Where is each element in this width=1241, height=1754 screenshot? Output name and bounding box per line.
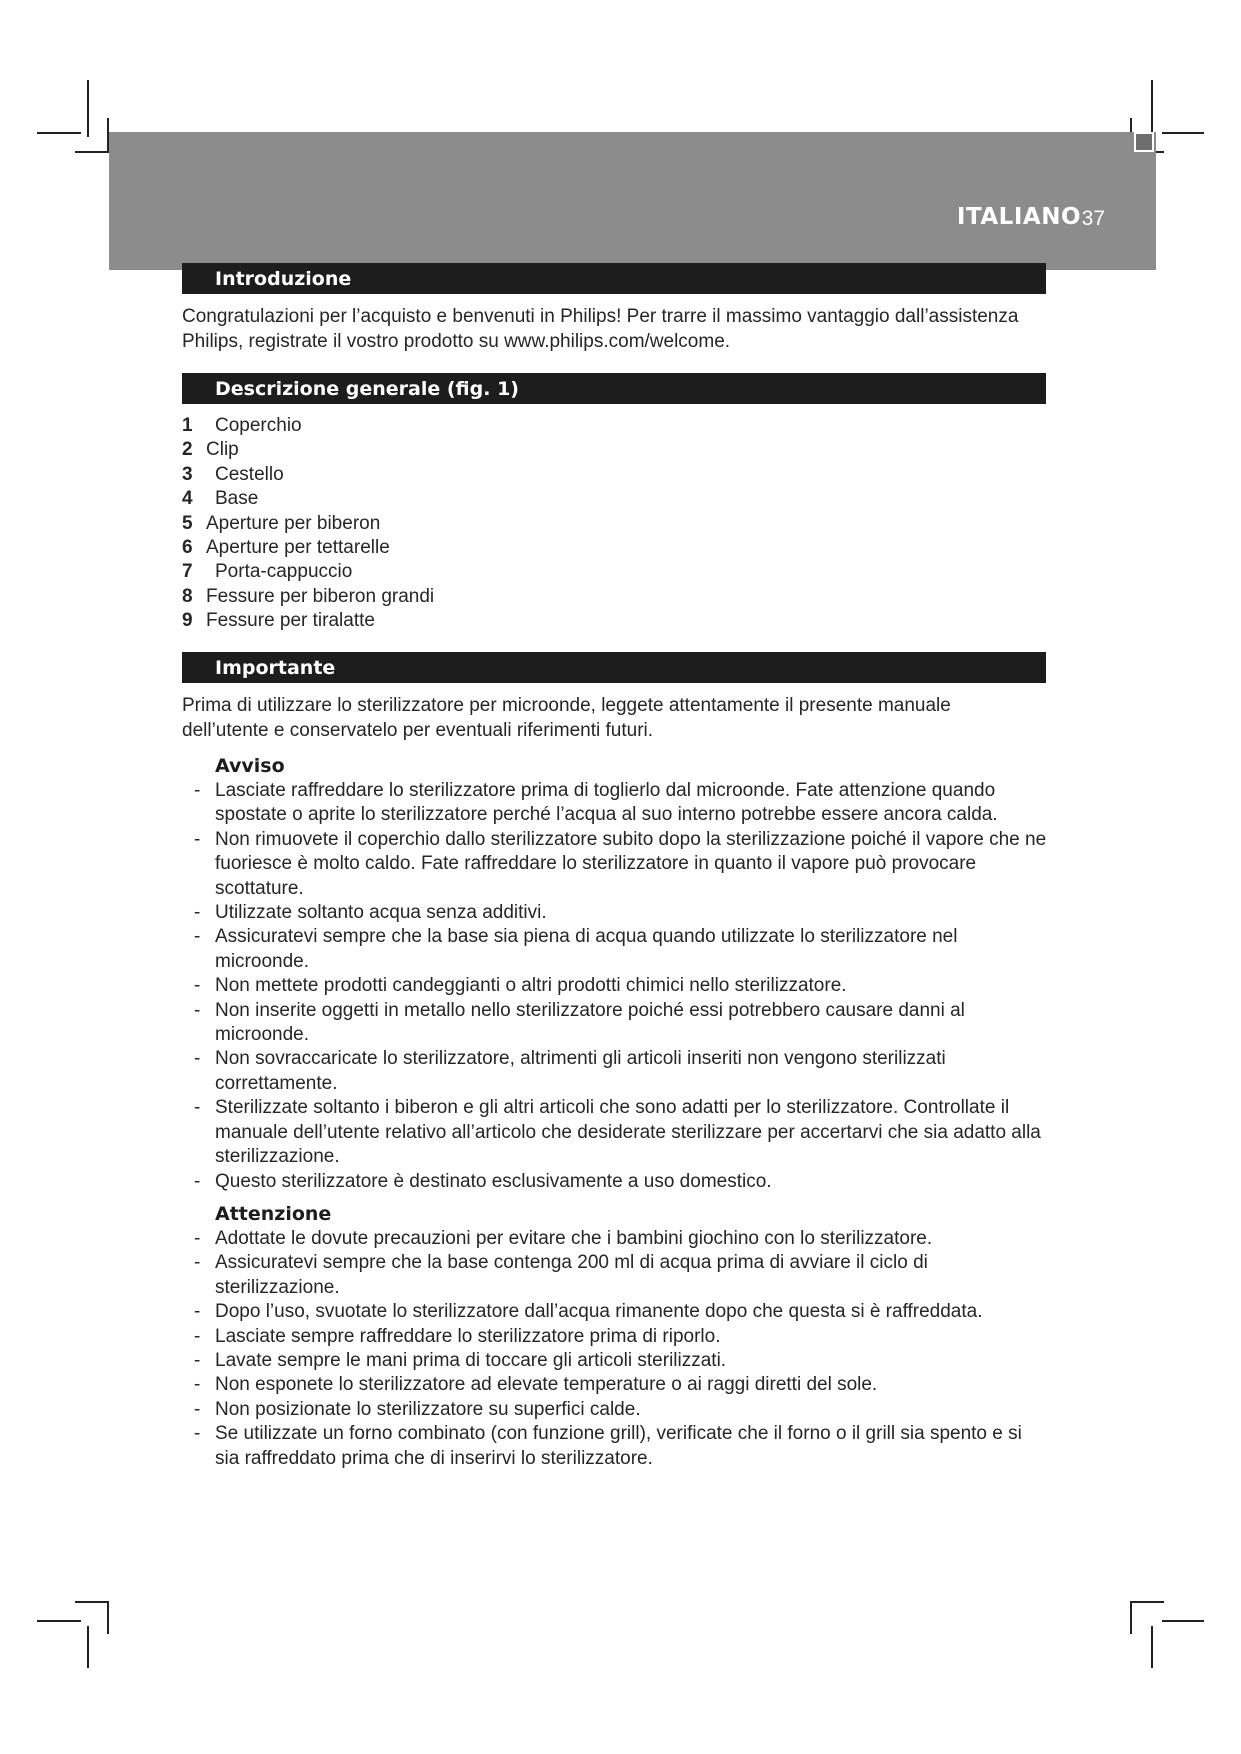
item-number: 9: [182, 610, 193, 632]
list-item: - Assicuratevi sempre che la base sia piena di acqua quando utilizzate lo sterilizzatore nel microonde.: [190, 925, 965, 974]
list-item: [182, 585, 434, 609]
item-number: 3: [182, 463, 193, 485]
item-number: 8: [182, 585, 193, 607]
list-item: [182, 487, 434, 511]
list-item: [182, 463, 434, 487]
item-number: 1: [182, 415, 193, 436]
list-item: [182, 560, 434, 584]
list-item: - Non esponete lo sterilizzatore ad elevate temperature o ai raggi diretti del sole.: [190, 1373, 1050, 1397]
list-item: - Questo sterilizzatore è destinato esclusivamente a uso domestico.: [190, 1170, 1050, 1194]
crop-mark: [1151, 1626, 1153, 1668]
list-item: - Sterilizzate soltanto i biberon e gli altri articoli che sono adatti per lo sterilizzatore. Controllate il manuale dell’utente relativo all’articolo che desiderate sterilizzare per accertarvi che sia adatto alla sterilizzazione.: [190, 1096, 1050, 1169]
list-item: [182, 609, 434, 633]
list-item: - Lasciate sempre raffreddare lo sterilizzatore prima di riporlo.: [190, 1325, 1050, 1349]
item-label: Fessure per biberon grandi: [206, 585, 435, 607]
item-label: Fessure per tiralatte: [206, 610, 375, 632]
item-label: Base: [215, 488, 259, 510]
list-item: [182, 414, 434, 438]
section-heading-overview: Descrizione generale (fig. 1): [182, 373, 1046, 404]
list-item: - Non rimuovete il coperchio dallo sterilizzatore subito dopo la sterilizzazione poiché il vapore che ne fuoriesce è molto caldo. Fate raffreddare lo sterilizzatore in quanto il vapore può provocare scottature.: [190, 828, 1050, 901]
crop-mark: [1130, 1601, 1164, 1603]
section-heading-intro: Introduzione: [182, 263, 1046, 294]
item-label: Cestello: [215, 463, 284, 485]
list-item: - Utilizzate soltanto acqua senza additivi.: [190, 901, 1050, 925]
list-item: - Non posizionate lo sterilizzatore su superfici calde.: [190, 1398, 1050, 1422]
section-heading-important: Importante: [182, 652, 1046, 683]
list-item: - Se utilizzate un forno combinato (con funzione grill), verificate che il forno o il grill sia spento e si sia raffreddato prima che di inserirvi lo sterilizzatore.: [190, 1422, 1050, 1471]
crop-mark: [1162, 1620, 1204, 1622]
crop-mark: [87, 80, 89, 137]
important-paragraph: Prima di utilizzare lo sterilizzatore per microonde, leggete attentamente il presente manuale dell’utente e conservatelo per eventuali riferimenti futuri.: [182, 695, 951, 741]
item-label: Porta-cappuccio: [215, 561, 353, 583]
item-label: Aperture per biberon: [206, 512, 381, 534]
list-item: [182, 438, 434, 462]
item-label: Aperture per tettarelle: [206, 537, 390, 559]
list-item: - Non inserite oggetti in metallo nello sterilizzatore poiché essi potrebbero causare danni al microonde.: [190, 999, 1005, 1048]
crop-mark: [87, 1626, 89, 1668]
item-label: Coperchio: [215, 415, 302, 436]
list-item: - Lasciate raffreddare lo sterilizzatore prima di toglierlo dal microonde. Fate attenzione quando spostate o aprite lo sterilizzatore perché l’acqua al suo interno potrebbe essere ancora calda.: [190, 779, 1050, 828]
caution-list: [190, 1227, 1050, 1471]
crop-mark: [75, 151, 109, 153]
item-number: 7: [182, 561, 193, 583]
list-item: - Assicuratevi sempre che la base contenga 200 ml di acqua prima di avviare il ciclo di sterilizzazione.: [190, 1251, 975, 1300]
crop-mark: [37, 1620, 81, 1622]
list-item: - Dopo l’uso, svuotate lo sterilizzatore dall’acqua rimanente dopo che questa si è raffreddata.: [190, 1300, 1050, 1324]
crop-mark: [107, 1601, 109, 1634]
parts-list: [182, 414, 434, 634]
item-number: 4: [182, 488, 193, 510]
list-item: - Non sovraccaricate lo sterilizzatore, altrimenti gli articoli inseriti non vengono sterilizzati correttamente.: [190, 1047, 1050, 1096]
registration-mark: [1134, 132, 1154, 152]
item-number: 5: [182, 512, 193, 534]
page-number: 37: [1081, 207, 1105, 230]
crop-mark: [37, 132, 81, 134]
item-number: 2: [182, 439, 193, 461]
list-item: - Non mettete prodotti candeggianti o altri prodotti chimici nello sterilizzatore.: [190, 974, 1050, 998]
intro-paragraph: Congratulazioni per l’acquisto e benvenuti in Philips! Per trarre il massimo vantaggio dall’assistenza Philips, registrate il vostro prodotto su www.philips.com/welcome.: [182, 306, 1019, 352]
caution-heading: Attenzione: [215, 1203, 332, 1225]
list-item: - Adottate le dovute precauzioni per evitare che i bambini giochino con lo sterilizzatore.: [190, 1227, 1050, 1251]
crop-mark: [1151, 80, 1153, 137]
crop-mark: [75, 1601, 109, 1603]
header-band: [109, 132, 1156, 270]
list-item: - Lavate sempre le mani prima di toccare gli articoli sterilizzati.: [190, 1349, 1050, 1373]
warning-heading: Avviso: [215, 755, 285, 777]
warning-list: [190, 779, 1050, 1194]
language-title: ITALIANO: [956, 204, 1081, 230]
item-number: 6: [182, 537, 193, 559]
item-label: Clip: [206, 439, 239, 461]
list-item: [182, 512, 434, 536]
crop-mark: [1162, 132, 1204, 134]
list-item: [182, 536, 434, 560]
crop-mark: [1130, 1601, 1132, 1634]
